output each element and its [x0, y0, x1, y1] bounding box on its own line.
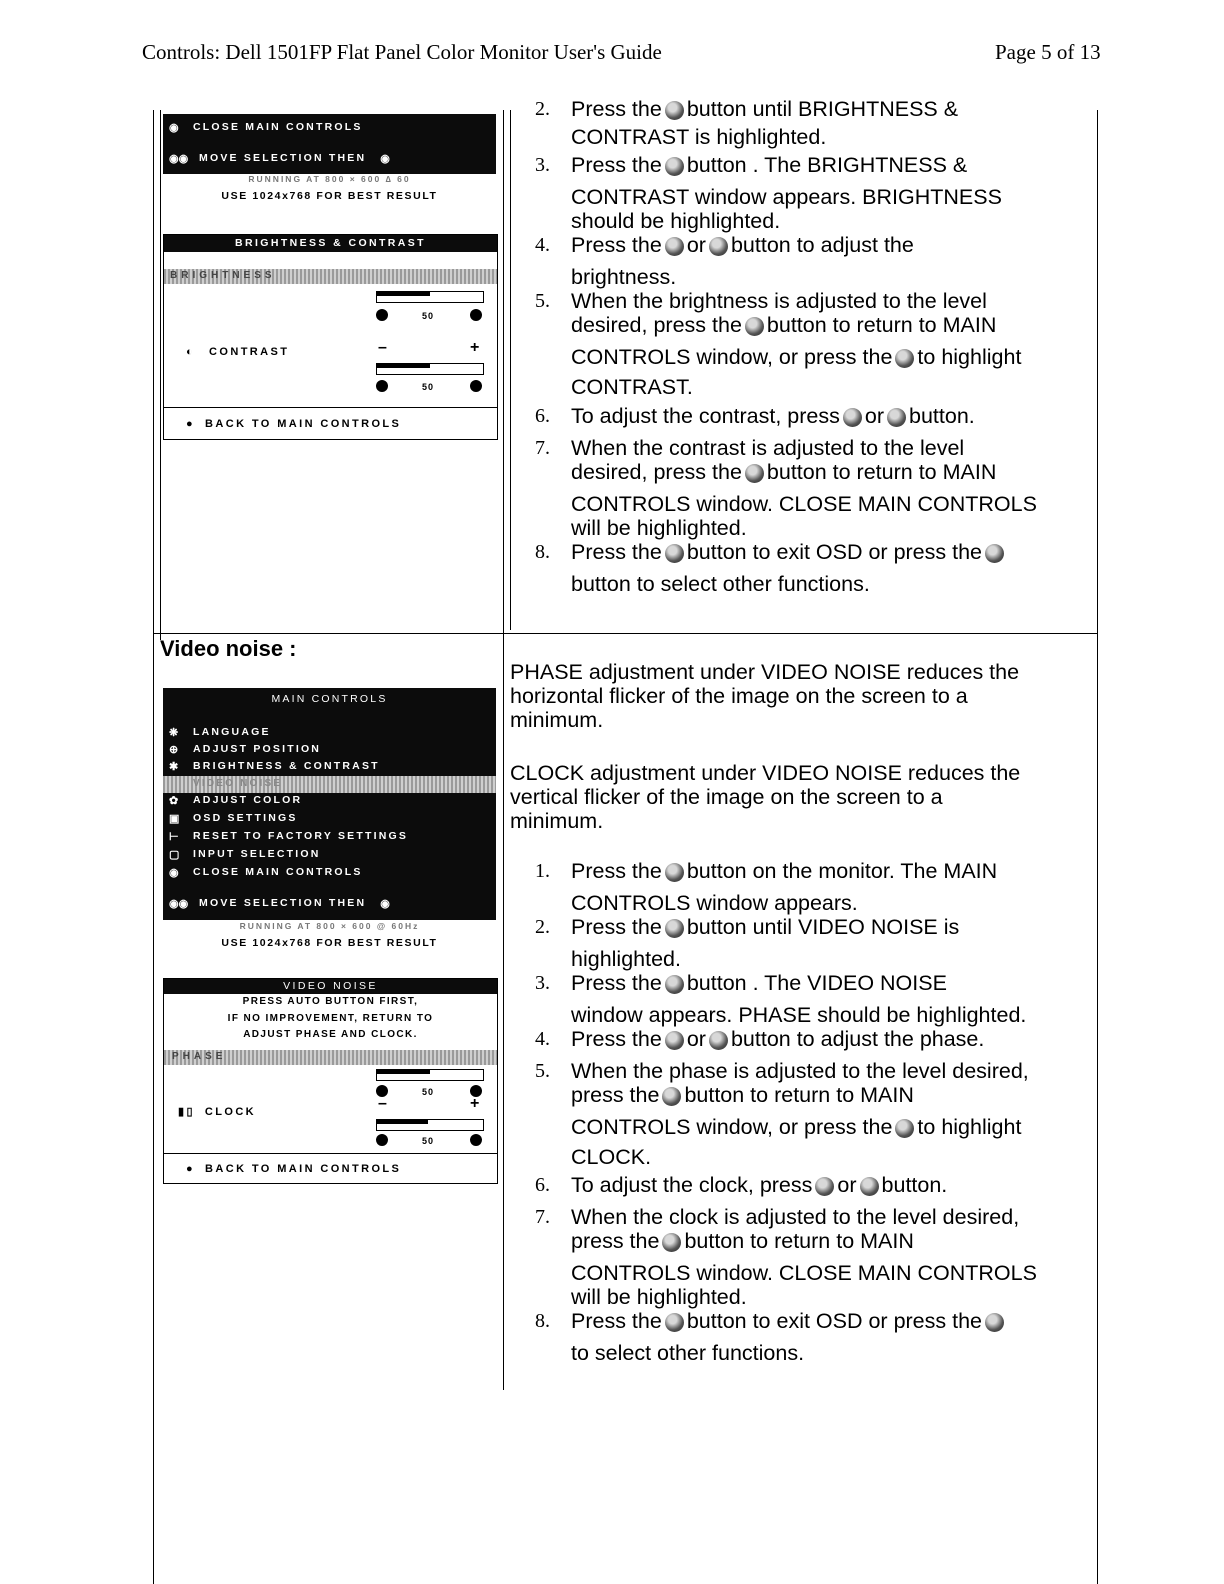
brightness-bar — [376, 291, 484, 303]
osd-video-noise-window — [163, 978, 498, 1184]
menu-button-icon — [662, 1087, 681, 1106]
osd-settings-icon: ▣ — [169, 813, 180, 825]
minus-sign: – — [378, 1095, 388, 1112]
osd-brightness-label: BRIGHTNESS — [170, 270, 276, 281]
page-number: Page 5 of 13 — [995, 40, 1101, 64]
table-border-right — [1097, 110, 1098, 1584]
phase-paragraph: PHASE adjustment under VIDEO NOISE reduces the horizontal flicker of the image on the screen to a minimum. — [510, 660, 1020, 732]
down-button-icon — [895, 349, 914, 368]
osd-clock-label: ▮▯ CLOCK — [178, 1106, 257, 1118]
down-button-icon — [665, 919, 684, 938]
language-icon: ❋ — [169, 727, 179, 739]
back-icon: ● — [186, 1163, 196, 1175]
osd-main-controls-menu — [163, 688, 496, 920]
osd-vn-title: VIDEO NOISE — [164, 979, 497, 994]
menu-button-icon — [665, 157, 684, 176]
menu-button-icon — [665, 544, 684, 563]
back-icon: ● — [186, 418, 196, 430]
osd-contrast-label: ◐ CONTRAST — [186, 346, 290, 358]
increase-icon — [470, 380, 482, 392]
osd-close-main: CLOSE MAIN CONTROLS — [193, 121, 363, 133]
contrast-bar — [376, 363, 484, 375]
color-icon: ✿ — [169, 795, 179, 807]
plus-sign: + — [470, 1095, 481, 1112]
osd-main-controls-fragment — [163, 114, 496, 174]
osd-divider — [164, 1153, 497, 1154]
arrows-icon: ◉◉ — [169, 898, 189, 910]
osd-best-result-2: USE 1024x768 FOR BEST RESULT — [163, 937, 496, 949]
plus-sign: + — [470, 339, 481, 356]
osd-back-main-2: ● BACK TO MAIN CONTROLS — [186, 1163, 402, 1175]
down-button-icon — [665, 101, 684, 120]
osd-phase-label: PHASE — [172, 1051, 227, 1062]
input-icon: ▢ — [169, 849, 180, 861]
clock-paragraph: CLOCK adjustment under VIDEO NOISE reduces the vertical flicker of the image on the screen to a minimum. — [510, 761, 1021, 833]
menu-item-osd-settings: OSD SETTINGS — [193, 812, 298, 824]
minus-button-icon — [665, 237, 684, 256]
table-divider-inner — [510, 110, 511, 630]
osd-move-selection-2: MOVE SELECTION THEN — [199, 897, 367, 909]
clock-value: 50 — [422, 1136, 435, 1146]
brightness-icon: ✱ — [169, 761, 179, 773]
menu-item-reset: RESET TO FACTORY SETTINGS — [193, 830, 409, 842]
section-title-video-noise: Video noise : — [160, 636, 297, 661]
menu-button-icon — [745, 317, 764, 336]
decrease-icon — [376, 1134, 388, 1146]
table-border-left-inner — [160, 110, 161, 640]
arrows-icon: ◉◉ — [169, 153, 189, 165]
osd-divider — [164, 407, 497, 408]
close-icon: ◉ — [169, 867, 179, 879]
reset-icon: ⊢ — [169, 831, 179, 843]
osd-running-at: RUNNING AT 800 × 600 ∆ 60 — [163, 174, 496, 184]
osd-brightness-contrast-window — [163, 234, 498, 440]
select-icon: ◉ — [380, 898, 390, 910]
osd-best-result: USE 1024x768 FOR BEST RESULT — [163, 190, 496, 202]
down-button-icon — [895, 1119, 914, 1138]
osd-main-title: MAIN CONTROLS — [271, 693, 388, 705]
contrast-bar-fill — [377, 364, 430, 368]
page-header-title: Controls: Dell 1501FP Flat Panel Color Monitor User's Guide — [142, 40, 662, 64]
row-divider — [153, 633, 1097, 634]
minus-sign: – — [378, 339, 388, 356]
osd-vn-note-3: ADJUST PHASE AND CLOCK. — [243, 1029, 418, 1040]
minus-button-icon — [843, 408, 862, 427]
phase-value: 50 — [422, 1087, 435, 1097]
select-icon: ◉ — [380, 153, 390, 165]
contrast-icon: ◐ — [186, 346, 196, 358]
plus-button-icon — [860, 1177, 879, 1196]
menu-button-icon — [662, 1233, 681, 1252]
decrease-icon — [376, 309, 388, 321]
osd-bc-title: BRIGHTNESS & CONTRAST — [164, 235, 497, 252]
osd-move-selection: MOVE SELECTION THEN — [199, 152, 367, 164]
plus-button-icon — [709, 237, 728, 256]
menu-item-brightness-contrast: BRIGHTNESS & CONTRAST — [193, 760, 380, 772]
minus-button-icon — [815, 1177, 834, 1196]
close-icon: ◉ — [169, 122, 179, 134]
menu-item-language: LANGUAGE — [193, 726, 271, 738]
menu-button-icon — [665, 863, 684, 882]
increase-icon — [470, 1134, 482, 1146]
table-divider — [503, 110, 504, 1390]
position-icon: ⊕ — [169, 744, 179, 756]
menu-item-adjust-color: ADJUST COLOR — [193, 794, 303, 806]
menu-button-icon — [665, 1313, 684, 1332]
osd-back-main: ● BACK TO MAIN CONTROLS — [186, 418, 402, 430]
menu-item-adjust-position: ADJUST POSITION — [193, 743, 322, 755]
plus-button-icon — [709, 1031, 728, 1050]
phase-bar — [376, 1069, 484, 1081]
contrast-value: 50 — [422, 382, 435, 392]
osd-vn-note-1: PRESS AUTO BUTTON FIRST, — [242, 996, 419, 1007]
menu-item-video-noise: VIDEO NOISE — [193, 778, 283, 789]
clock-icon: ▮▯ — [178, 1106, 195, 1118]
menu-item-video-noise-highlight — [163, 776, 496, 793]
menu-button-icon — [745, 464, 764, 483]
osd-brightness-highlight — [164, 269, 497, 284]
brightness-value: 50 — [422, 311, 435, 321]
clock-bar — [376, 1119, 484, 1131]
menu-item-close: CLOSE MAIN CONTROLS — [193, 866, 363, 878]
minus-button-icon — [665, 1031, 684, 1050]
decrease-icon — [376, 380, 388, 392]
increase-icon — [470, 309, 482, 321]
up-button-icon — [985, 544, 1004, 563]
menu-item-input-selection: INPUT SELECTION — [193, 848, 321, 860]
osd-phase-highlight — [164, 1050, 497, 1065]
osd-running-at-2: RUNNING AT 800 × 600 @ 60Hz — [163, 921, 496, 931]
up-button-icon — [985, 1313, 1004, 1332]
plus-button-icon — [887, 408, 906, 427]
menu-button-icon — [665, 975, 684, 994]
table-border-left — [153, 110, 154, 1584]
osd-vn-note-2: IF NO IMPROVEMENT, RETURN TO — [227, 1013, 434, 1024]
